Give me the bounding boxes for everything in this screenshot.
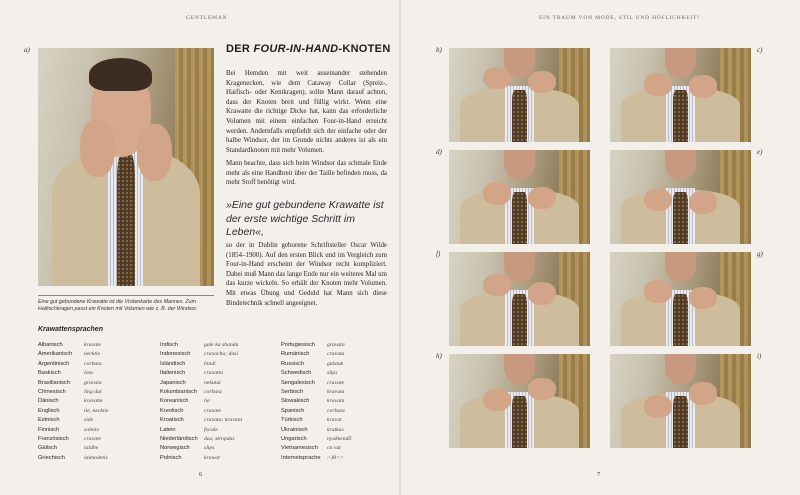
tie-word: kravatte [84,398,103,405]
language-row [38,416,148,425]
step-label: h) [436,352,442,360]
tie-word: cravate [84,435,102,442]
language-name: Englisch [38,407,60,414]
step-label: g) [757,250,763,258]
language-name: Isländisch [160,360,186,367]
tie-word: cravacho; dasi [204,351,238,358]
page-number-left: 6 [199,471,203,478]
tie-word: cravata; kravata [204,417,243,424]
tie-word: gravata [84,379,102,386]
language-name: Indisch [160,342,179,348]
tie-word: corbata [204,388,222,395]
language-name: Schwedisch [281,370,312,377]
language-row [38,454,148,463]
language-name: Slowakisch [281,398,310,405]
language-row [38,388,148,397]
language-row [38,360,148,369]
languages-heading: Krawattensprachen [38,326,103,333]
step-photo [610,354,751,448]
tie-word: cravata [327,351,345,358]
step-photo [610,48,751,142]
tie-word: cravate [327,379,345,386]
article-title: DER FOUR-IN-HAND-KNOTEN [226,43,391,55]
language-row [160,397,270,406]
language-row [38,426,148,435]
language-name: Französisch [38,435,69,442]
label-a: a) [24,46,30,54]
tie-word: ling dai [84,388,102,395]
language-name: Kolumbianisch [160,388,197,395]
language-row [38,341,148,350]
tie-word: bindi [204,360,216,367]
tie-word: taidhe [84,445,99,452]
main-photo [38,48,214,286]
language-name: Sengalesisch [281,379,315,386]
language-row [160,388,270,397]
language-row [38,407,148,416]
language-name: Latein [160,426,176,433]
step-label: d) [436,148,442,156]
language-name: Chinesisch [38,388,66,395]
language-row [160,379,270,388]
tie-word: laimodetis [84,454,108,461]
article-paragraph-1: Bei Hemden mit weit auseinander stehenden Kragenecken, wie dem Cataway Collar (Spreiz-, Haifisch- oder Kentkragen), sollte Mann darauf achten, dass der Knoten breit und füllig wirkt. Wenn eine Krawatte die richtige Dicke hat, kann das erforderliche Volumen mit einem einfachen Four-in-Hand erreicht werden. Andernfalls empfiehlt sich der einfache oder der halbe Windsor, der im Grunde nichts anderes ist als ein Standardknoten mit mehr Volumen. [226,70,387,154]
language-row [38,369,148,378]
language-row [281,407,391,416]
language-name: Griechisch [38,454,65,461]
tie-word: nekutai [204,379,221,386]
running-head-right: EIN TRAUM VON MODE, STIL UND HÖFLICHKEIT! [539,15,700,21]
language-name: Estnisch [38,417,60,424]
step-photo [610,150,751,244]
language-name: Albanisch [38,342,63,348]
language-row [281,435,391,444]
language-row [281,426,391,435]
tie-word: corbata [327,407,345,414]
language-row [160,407,270,416]
language-row [38,379,148,388]
language-name: Norwegisch [160,445,190,452]
language-row [281,444,391,453]
language-name: Amerikanisch [38,351,73,358]
language-row [160,350,270,359]
language-name: Portugiesisch [281,342,316,348]
languages-column [38,341,148,463]
tie-word: das; stropdas [204,435,235,442]
language-name: Kreolisch [160,407,184,414]
languages-column [160,341,270,463]
step-label: f) [436,250,441,258]
step-label: b) [436,46,442,54]
language-row [281,454,391,463]
language-name: Serbisch [281,388,304,395]
language-row [281,379,391,388]
tie-word: gale ka shanda [204,342,239,348]
language-name: Russisch [281,360,305,367]
language-row [281,350,391,359]
language-name: Vietnamesisch [281,445,318,452]
tie-word: galstuk [327,360,344,367]
language-row [160,454,270,463]
photo-caption: Eine gut gebundene Krawatte ist die Visitenkarte des Mannes. Zum Haifischkragen passt ein Knoten mit Volumen wie z. B. der Windsor. [38,299,198,313]
tie-word: slips [327,370,338,377]
tie-word: tie [204,398,210,405]
language-name: Niederländisch [160,435,198,442]
tie-word: kravate [84,342,102,348]
language-row [38,444,148,453]
step-label: e) [757,148,763,156]
tie-word: ca vat [327,445,341,452]
language-name: Italienisch [160,370,186,377]
language-row [160,435,270,444]
language-name: Dänisch [38,398,59,405]
language-row [281,388,391,397]
language-row [160,416,270,425]
running-head-left: GENTLEMAN [186,15,228,21]
tie-word: focale [204,426,218,433]
language-name: Argentinisch [38,360,70,367]
language-name: Ungarisch [281,435,307,442]
language-row [38,397,148,406]
step-photo [449,252,590,346]
language-row [160,444,270,453]
tie-word: side [84,417,94,424]
oscar-wilde-quote: »Eine gut gebundene Krawatte ist der erste wichtige Schritt im Leben«, [226,199,384,238]
article-paragraph-2: Mann beachte, dass sich beim Windsor das schmale Ende mehr als eine Handbreit über der Taille befinden muss, da mehr Stoff benötigt wird. [226,160,387,187]
language-row [281,360,391,369]
step-label: c) [757,46,763,54]
language-row [281,369,391,378]
tie-word: solmio [84,426,100,433]
language-row [281,341,391,350]
language-name: Polnisch [160,454,182,461]
step-label: i) [757,352,762,360]
languages-column [281,341,391,463]
tie-word: necktie [84,351,101,358]
language-name: Türkisch [281,417,303,424]
tie-word: lota [84,370,93,377]
tie-word: kravata [327,388,345,395]
step-photo [449,150,590,244]
language-name: Ukrainisch [281,426,308,433]
language-name: Baskisch [38,370,61,377]
article-paragraph-3: so der in Dublin geborene Schriftsteller Oscar Wilde (1854–1900). Auf den ersten Blick und im Vergleich zum Four-in-Hand erscheint der Windsor recht kompliziert. Dabei muß Mann das lange Ende nur ein weiteres Mal um das kurze wickeln. So erhält der Knoten mehr Volumen. Mit etwas Übung und Geduld hat Mann sich diese Bindetechnik schnell angeeignet. [226,242,387,307]
tie-word: cravatta [204,370,223,377]
language-name: Japanisch [160,379,186,386]
language-row [38,435,148,444]
language-name: Indonesisch [160,351,191,358]
tie-word: kravata [327,398,345,405]
language-name: Gälisch [38,445,57,452]
language-row [160,360,270,369]
tie-word: :-}8<> [327,454,344,461]
tie-word: cravate [204,407,222,414]
step-photo [610,252,751,346]
caption-rule [38,295,214,296]
language-row [38,350,148,359]
language-row [281,397,391,406]
tie-word: kratkas [327,426,344,433]
language-row [281,416,391,425]
tie-word: nyakkendő [327,435,352,442]
tie-word: tie, necktie [84,407,109,414]
step-photo [449,354,590,448]
language-name: Spanisch [281,407,305,414]
tie-word: krawat [204,454,220,461]
tie-word: gravata [327,342,345,348]
language-name: Internetsprache [281,454,321,461]
language-row [160,341,270,350]
gutter [399,0,401,495]
language-name: Rumänisch [281,351,310,358]
tie-word: kravat [327,417,342,424]
step-photo [449,48,590,142]
language-name: Finnisch [38,426,60,433]
tie-word: slips [204,445,215,452]
language-row [160,426,270,435]
language-name: Brasilianisch [38,379,70,386]
language-name: Kroatisch [160,417,184,424]
tie-word: corbata [84,360,102,367]
language-row [160,369,270,378]
language-name: Koreanisch [160,398,189,405]
page-number-right: 7 [597,471,601,478]
